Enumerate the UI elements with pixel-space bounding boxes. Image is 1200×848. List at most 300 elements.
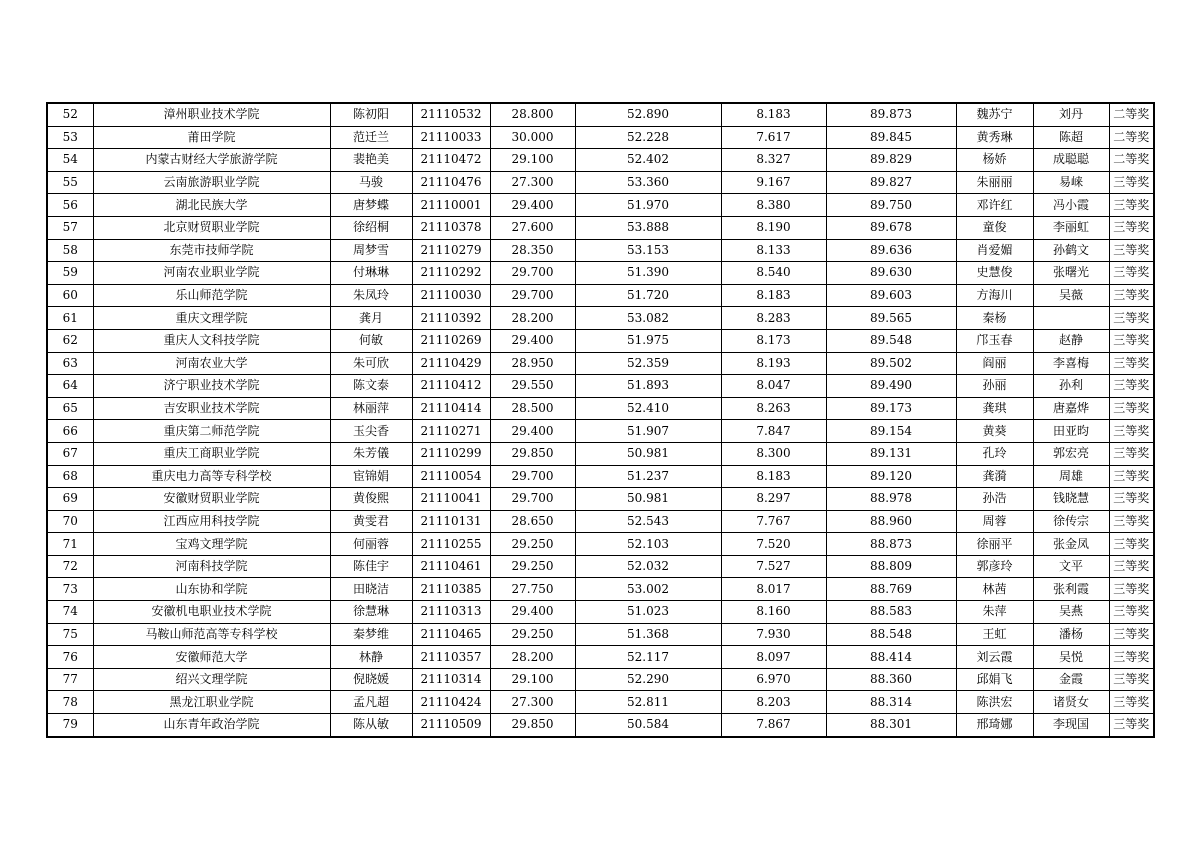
score-1-cell: 29.250 bbox=[490, 533, 575, 556]
award-cell: 三等奖 bbox=[1109, 262, 1154, 285]
rank-cell: 78 bbox=[47, 691, 93, 714]
score-1-cell: 29.400 bbox=[490, 194, 575, 217]
score-2-cell: 52.402 bbox=[575, 149, 721, 172]
award-cell: 三等奖 bbox=[1109, 691, 1154, 714]
advisor-2-cell: 张金凤 bbox=[1033, 533, 1109, 556]
school-cell: 安徽财贸职业学院 bbox=[93, 488, 330, 511]
school-cell: 重庆文理学院 bbox=[93, 307, 330, 330]
contestant-cell: 龚月 bbox=[330, 307, 412, 330]
score-3-cell: 6.970 bbox=[721, 668, 826, 691]
advisor-2-cell: 唐嘉烨 bbox=[1033, 397, 1109, 420]
school-cell: 安徽机电职业技术学院 bbox=[93, 601, 330, 624]
contestant-cell: 唐梦蝶 bbox=[330, 194, 412, 217]
score-3-cell: 7.847 bbox=[721, 420, 826, 443]
award-cell: 三等奖 bbox=[1109, 375, 1154, 398]
award-cell: 三等奖 bbox=[1109, 194, 1154, 217]
table-row bbox=[47, 216, 1154, 239]
advisor-1-cell: 秦杨 bbox=[956, 307, 1033, 330]
score-1-cell: 28.950 bbox=[490, 352, 575, 375]
score-2-cell: 52.117 bbox=[575, 646, 721, 669]
table-row bbox=[47, 533, 1154, 556]
rank-cell: 68 bbox=[47, 465, 93, 488]
school-cell: 山东青年政治学院 bbox=[93, 714, 330, 737]
total-score-cell: 89.829 bbox=[826, 149, 956, 172]
advisor-1-cell: 黄葵 bbox=[956, 420, 1033, 443]
advisor-1-cell: 陈洪宏 bbox=[956, 691, 1033, 714]
rank-cell: 79 bbox=[47, 714, 93, 737]
advisor-1-cell: 黄秀琳 bbox=[956, 126, 1033, 149]
school-cell: 安徽师范大学 bbox=[93, 646, 330, 669]
advisor-2-cell: 孙鹤文 bbox=[1033, 239, 1109, 262]
school-cell: 山东协和学院 bbox=[93, 578, 330, 601]
score-1-cell: 27.750 bbox=[490, 578, 575, 601]
rank-cell: 72 bbox=[47, 555, 93, 578]
id-cell: 21110269 bbox=[412, 329, 490, 352]
rank-cell: 65 bbox=[47, 397, 93, 420]
contestant-cell: 陈文泰 bbox=[330, 375, 412, 398]
rank-cell: 59 bbox=[47, 262, 93, 285]
id-cell: 21110509 bbox=[412, 714, 490, 737]
total-score-cell: 89.873 bbox=[826, 103, 956, 126]
contestant-cell: 周梦雪 bbox=[330, 239, 412, 262]
table-row bbox=[47, 442, 1154, 465]
score-2-cell: 51.390 bbox=[575, 262, 721, 285]
score-3-cell: 8.160 bbox=[721, 601, 826, 624]
total-score-cell: 88.873 bbox=[826, 533, 956, 556]
award-cell: 三等奖 bbox=[1109, 714, 1154, 737]
award-cell: 三等奖 bbox=[1109, 329, 1154, 352]
award-cell: 二等奖 bbox=[1109, 103, 1154, 126]
score-1-cell: 27.300 bbox=[490, 171, 575, 194]
table-row bbox=[47, 194, 1154, 217]
score-3-cell: 7.767 bbox=[721, 510, 826, 533]
score-2-cell: 52.032 bbox=[575, 555, 721, 578]
advisor-1-cell: 朱丽丽 bbox=[956, 171, 1033, 194]
table-row bbox=[47, 397, 1154, 420]
score-2-cell: 53.888 bbox=[575, 216, 721, 239]
award-cell: 三等奖 bbox=[1109, 171, 1154, 194]
advisor-1-cell: 阎丽 bbox=[956, 352, 1033, 375]
award-cell: 三等奖 bbox=[1109, 442, 1154, 465]
score-3-cell: 8.183 bbox=[721, 284, 826, 307]
score-2-cell: 52.290 bbox=[575, 668, 721, 691]
score-3-cell: 7.520 bbox=[721, 533, 826, 556]
school-cell: 吉安职业技术学院 bbox=[93, 397, 330, 420]
score-1-cell: 28.800 bbox=[490, 103, 575, 126]
score-1-cell: 28.650 bbox=[490, 510, 575, 533]
advisor-2-cell: 文平 bbox=[1033, 555, 1109, 578]
table-row bbox=[47, 691, 1154, 714]
rank-cell: 74 bbox=[47, 601, 93, 624]
score-2-cell: 51.893 bbox=[575, 375, 721, 398]
score-2-cell: 51.720 bbox=[575, 284, 721, 307]
score-2-cell: 53.153 bbox=[575, 239, 721, 262]
id-cell: 21110429 bbox=[412, 352, 490, 375]
table-row bbox=[47, 262, 1154, 285]
school-cell: 湖北民族大学 bbox=[93, 194, 330, 217]
id-cell: 21110378 bbox=[412, 216, 490, 239]
table-row bbox=[47, 126, 1154, 149]
advisor-1-cell: 林茜 bbox=[956, 578, 1033, 601]
total-score-cell: 89.678 bbox=[826, 216, 956, 239]
score-1-cell: 29.700 bbox=[490, 465, 575, 488]
total-score-cell: 88.548 bbox=[826, 623, 956, 646]
award-cell: 三等奖 bbox=[1109, 646, 1154, 669]
score-1-cell: 29.850 bbox=[490, 714, 575, 737]
results-body bbox=[47, 103, 1154, 737]
advisor-1-cell: 邝玉春 bbox=[956, 329, 1033, 352]
id-cell: 21110271 bbox=[412, 420, 490, 443]
school-cell: 河南农业大学 bbox=[93, 352, 330, 375]
school-cell: 江西应用科技学院 bbox=[93, 510, 330, 533]
table-row bbox=[47, 578, 1154, 601]
rank-cell: 71 bbox=[47, 533, 93, 556]
score-3-cell: 8.183 bbox=[721, 465, 826, 488]
id-cell: 21110313 bbox=[412, 601, 490, 624]
id-cell: 21110424 bbox=[412, 691, 490, 714]
school-cell: 济宁职业技术学院 bbox=[93, 375, 330, 398]
rank-cell: 77 bbox=[47, 668, 93, 691]
contestant-cell: 林静 bbox=[330, 646, 412, 669]
award-cell: 三等奖 bbox=[1109, 601, 1154, 624]
score-1-cell: 29.100 bbox=[490, 149, 575, 172]
award-cell: 三等奖 bbox=[1109, 578, 1154, 601]
score-2-cell: 52.359 bbox=[575, 352, 721, 375]
score-2-cell: 50.981 bbox=[575, 488, 721, 511]
id-cell: 21110412 bbox=[412, 375, 490, 398]
table-row bbox=[47, 623, 1154, 646]
score-2-cell: 52.543 bbox=[575, 510, 721, 533]
id-cell: 21110131 bbox=[412, 510, 490, 533]
advisor-2-cell: 金霞 bbox=[1033, 668, 1109, 691]
score-2-cell: 52.890 bbox=[575, 103, 721, 126]
contestant-cell: 朱凤玲 bbox=[330, 284, 412, 307]
award-cell: 三等奖 bbox=[1109, 668, 1154, 691]
score-3-cell: 8.133 bbox=[721, 239, 826, 262]
total-score-cell: 89.636 bbox=[826, 239, 956, 262]
advisor-2-cell: 徐传宗 bbox=[1033, 510, 1109, 533]
contestant-cell: 朱芳儀 bbox=[330, 442, 412, 465]
award-cell: 三等奖 bbox=[1109, 239, 1154, 262]
rank-cell: 67 bbox=[47, 442, 93, 465]
rank-cell: 62 bbox=[47, 329, 93, 352]
id-cell: 21110041 bbox=[412, 488, 490, 511]
score-1-cell: 27.300 bbox=[490, 691, 575, 714]
score-3-cell: 8.183 bbox=[721, 103, 826, 126]
table-row bbox=[47, 239, 1154, 262]
award-cell: 三等奖 bbox=[1109, 533, 1154, 556]
score-2-cell: 52.103 bbox=[575, 533, 721, 556]
advisor-2-cell: 李现国 bbox=[1033, 714, 1109, 737]
rank-cell: 54 bbox=[47, 149, 93, 172]
table-row bbox=[47, 488, 1154, 511]
score-2-cell: 53.082 bbox=[575, 307, 721, 330]
score-3-cell: 7.867 bbox=[721, 714, 826, 737]
school-cell: 内蒙古财经大学旅游学院 bbox=[93, 149, 330, 172]
advisor-1-cell: 方海川 bbox=[956, 284, 1033, 307]
score-3-cell: 8.297 bbox=[721, 488, 826, 511]
rank-cell: 57 bbox=[47, 216, 93, 239]
school-cell: 重庆第二师范学院 bbox=[93, 420, 330, 443]
table-row bbox=[47, 555, 1154, 578]
total-score-cell: 88.769 bbox=[826, 578, 956, 601]
table-row bbox=[47, 668, 1154, 691]
contestant-cell: 付琳琳 bbox=[330, 262, 412, 285]
school-cell: 漳州职业技术学院 bbox=[93, 103, 330, 126]
id-cell: 21110314 bbox=[412, 668, 490, 691]
total-score-cell: 89.131 bbox=[826, 442, 956, 465]
advisor-1-cell: 孙丽 bbox=[956, 375, 1033, 398]
table-row bbox=[47, 714, 1154, 737]
advisor-2-cell: 陈超 bbox=[1033, 126, 1109, 149]
advisor-2-cell: 孙利 bbox=[1033, 375, 1109, 398]
award-cell: 二等奖 bbox=[1109, 149, 1154, 172]
advisor-1-cell: 刘云霞 bbox=[956, 646, 1033, 669]
rank-cell: 76 bbox=[47, 646, 93, 669]
score-3-cell: 9.167 bbox=[721, 171, 826, 194]
table-row bbox=[47, 420, 1154, 443]
score-2-cell: 51.970 bbox=[575, 194, 721, 217]
id-cell: 21110385 bbox=[412, 578, 490, 601]
id-cell: 21110279 bbox=[412, 239, 490, 262]
school-cell: 乐山师范学院 bbox=[93, 284, 330, 307]
advisor-2-cell: 张曙光 bbox=[1033, 262, 1109, 285]
total-score-cell: 88.314 bbox=[826, 691, 956, 714]
score-3-cell: 8.327 bbox=[721, 149, 826, 172]
id-cell: 21110033 bbox=[412, 126, 490, 149]
school-cell: 宝鸡文理学院 bbox=[93, 533, 330, 556]
results-table bbox=[46, 102, 1155, 738]
rank-cell: 69 bbox=[47, 488, 93, 511]
id-cell: 21110292 bbox=[412, 262, 490, 285]
advisor-1-cell: 邓许红 bbox=[956, 194, 1033, 217]
award-cell: 三等奖 bbox=[1109, 284, 1154, 307]
contestant-cell: 裴艳美 bbox=[330, 149, 412, 172]
school-cell: 马鞍山师范高等专科学校 bbox=[93, 623, 330, 646]
advisor-2-cell bbox=[1033, 307, 1109, 330]
advisor-2-cell: 冯小霞 bbox=[1033, 194, 1109, 217]
score-1-cell: 29.850 bbox=[490, 442, 575, 465]
rank-cell: 73 bbox=[47, 578, 93, 601]
advisor-1-cell: 龚琪 bbox=[956, 397, 1033, 420]
total-score-cell: 89.845 bbox=[826, 126, 956, 149]
advisor-1-cell: 邱娟飞 bbox=[956, 668, 1033, 691]
advisor-2-cell: 吴悦 bbox=[1033, 646, 1109, 669]
score-1-cell: 29.250 bbox=[490, 555, 575, 578]
school-cell: 云南旅游职业学院 bbox=[93, 171, 330, 194]
score-3-cell: 7.617 bbox=[721, 126, 826, 149]
advisor-2-cell: 李喜梅 bbox=[1033, 352, 1109, 375]
rank-cell: 66 bbox=[47, 420, 93, 443]
total-score-cell: 89.603 bbox=[826, 284, 956, 307]
advisor-1-cell: 杨娇 bbox=[956, 149, 1033, 172]
total-score-cell: 89.630 bbox=[826, 262, 956, 285]
rank-cell: 63 bbox=[47, 352, 93, 375]
score-2-cell: 50.981 bbox=[575, 442, 721, 465]
id-cell: 21110465 bbox=[412, 623, 490, 646]
score-3-cell: 8.097 bbox=[721, 646, 826, 669]
advisor-1-cell: 史慧俊 bbox=[956, 262, 1033, 285]
id-cell: 21110001 bbox=[412, 194, 490, 217]
school-cell: 莆田学院 bbox=[93, 126, 330, 149]
school-cell: 重庆电力高等专科学校 bbox=[93, 465, 330, 488]
score-3-cell: 8.193 bbox=[721, 352, 826, 375]
advisor-1-cell: 周蓉 bbox=[956, 510, 1033, 533]
score-3-cell: 8.283 bbox=[721, 307, 826, 330]
score-2-cell: 51.975 bbox=[575, 329, 721, 352]
advisor-2-cell: 易崃 bbox=[1033, 171, 1109, 194]
contestant-cell: 黄俊熙 bbox=[330, 488, 412, 511]
advisor-2-cell: 周雄 bbox=[1033, 465, 1109, 488]
total-score-cell: 89.548 bbox=[826, 329, 956, 352]
rank-cell: 52 bbox=[47, 103, 93, 126]
total-score-cell: 89.120 bbox=[826, 465, 956, 488]
contestant-cell: 陈佳宇 bbox=[330, 555, 412, 578]
contestant-cell: 何敏 bbox=[330, 329, 412, 352]
score-2-cell: 50.584 bbox=[575, 714, 721, 737]
contestant-cell: 倪晓媛 bbox=[330, 668, 412, 691]
score-1-cell: 28.350 bbox=[490, 239, 575, 262]
award-cell: 三等奖 bbox=[1109, 397, 1154, 420]
contestant-cell: 范迁兰 bbox=[330, 126, 412, 149]
total-score-cell: 89.827 bbox=[826, 171, 956, 194]
score-3-cell: 8.047 bbox=[721, 375, 826, 398]
award-cell: 三等奖 bbox=[1109, 352, 1154, 375]
table-row bbox=[47, 601, 1154, 624]
id-cell: 21110472 bbox=[412, 149, 490, 172]
rank-cell: 75 bbox=[47, 623, 93, 646]
advisor-2-cell: 潘杨 bbox=[1033, 623, 1109, 646]
total-score-cell: 88.301 bbox=[826, 714, 956, 737]
score-3-cell: 8.300 bbox=[721, 442, 826, 465]
score-2-cell: 52.410 bbox=[575, 397, 721, 420]
score-2-cell: 52.811 bbox=[575, 691, 721, 714]
score-1-cell: 30.000 bbox=[490, 126, 575, 149]
score-1-cell: 28.200 bbox=[490, 646, 575, 669]
rank-cell: 70 bbox=[47, 510, 93, 533]
score-2-cell: 53.002 bbox=[575, 578, 721, 601]
award-cell: 三等奖 bbox=[1109, 420, 1154, 443]
rank-cell: 53 bbox=[47, 126, 93, 149]
total-score-cell: 88.583 bbox=[826, 601, 956, 624]
advisor-1-cell: 朱萍 bbox=[956, 601, 1033, 624]
score-2-cell: 52.228 bbox=[575, 126, 721, 149]
id-cell: 21110476 bbox=[412, 171, 490, 194]
award-cell: 三等奖 bbox=[1109, 465, 1154, 488]
id-cell: 21110255 bbox=[412, 533, 490, 556]
score-3-cell: 8.263 bbox=[721, 397, 826, 420]
advisor-1-cell: 王虹 bbox=[956, 623, 1033, 646]
award-cell: 三等奖 bbox=[1109, 307, 1154, 330]
id-cell: 21110461 bbox=[412, 555, 490, 578]
score-1-cell: 27.600 bbox=[490, 216, 575, 239]
contestant-cell: 马骏 bbox=[330, 171, 412, 194]
award-cell: 三等奖 bbox=[1109, 488, 1154, 511]
advisor-2-cell: 钱晓慧 bbox=[1033, 488, 1109, 511]
contestant-cell: 秦梦维 bbox=[330, 623, 412, 646]
score-3-cell: 8.190 bbox=[721, 216, 826, 239]
score-3-cell: 7.527 bbox=[721, 555, 826, 578]
score-1-cell: 29.400 bbox=[490, 329, 575, 352]
id-cell: 21110357 bbox=[412, 646, 490, 669]
rank-cell: 55 bbox=[47, 171, 93, 194]
score-2-cell: 51.907 bbox=[575, 420, 721, 443]
advisor-2-cell: 李丽虹 bbox=[1033, 216, 1109, 239]
contestant-cell: 黄雯君 bbox=[330, 510, 412, 533]
advisor-1-cell: 郭彦玲 bbox=[956, 555, 1033, 578]
id-cell: 21110030 bbox=[412, 284, 490, 307]
score-3-cell: 8.173 bbox=[721, 329, 826, 352]
score-2-cell: 51.237 bbox=[575, 465, 721, 488]
id-cell: 21110414 bbox=[412, 397, 490, 420]
total-score-cell: 88.414 bbox=[826, 646, 956, 669]
award-cell: 三等奖 bbox=[1109, 555, 1154, 578]
contestant-cell: 陈从敏 bbox=[330, 714, 412, 737]
total-score-cell: 88.360 bbox=[826, 668, 956, 691]
advisor-2-cell: 张利霞 bbox=[1033, 578, 1109, 601]
total-score-cell: 88.809 bbox=[826, 555, 956, 578]
advisor-1-cell: 童俊 bbox=[956, 216, 1033, 239]
total-score-cell: 89.490 bbox=[826, 375, 956, 398]
score-3-cell: 7.930 bbox=[721, 623, 826, 646]
table-row bbox=[47, 284, 1154, 307]
award-cell: 三等奖 bbox=[1109, 510, 1154, 533]
school-cell: 东莞市技师学院 bbox=[93, 239, 330, 262]
advisor-2-cell: 成聪聪 bbox=[1033, 149, 1109, 172]
advisor-1-cell: 孙浩 bbox=[956, 488, 1033, 511]
rank-cell: 60 bbox=[47, 284, 93, 307]
score-3-cell: 8.017 bbox=[721, 578, 826, 601]
award-cell: 二等奖 bbox=[1109, 126, 1154, 149]
id-cell: 21110532 bbox=[412, 103, 490, 126]
contestant-cell: 朱可欣 bbox=[330, 352, 412, 375]
school-cell: 河南科技学院 bbox=[93, 555, 330, 578]
advisor-2-cell: 诸贤女 bbox=[1033, 691, 1109, 714]
score-1-cell: 29.700 bbox=[490, 488, 575, 511]
advisor-2-cell: 郭宏亮 bbox=[1033, 442, 1109, 465]
contestant-cell: 徐绍桐 bbox=[330, 216, 412, 239]
school-cell: 绍兴文理学院 bbox=[93, 668, 330, 691]
total-score-cell: 88.978 bbox=[826, 488, 956, 511]
score-1-cell: 29.250 bbox=[490, 623, 575, 646]
advisor-2-cell: 刘丹 bbox=[1033, 103, 1109, 126]
total-score-cell: 89.173 bbox=[826, 397, 956, 420]
rank-cell: 56 bbox=[47, 194, 93, 217]
score-1-cell: 29.400 bbox=[490, 420, 575, 443]
school-cell: 河南农业职业学院 bbox=[93, 262, 330, 285]
award-cell: 三等奖 bbox=[1109, 216, 1154, 239]
contestant-cell: 何丽蓉 bbox=[330, 533, 412, 556]
score-1-cell: 28.200 bbox=[490, 307, 575, 330]
contestant-cell: 孟凡超 bbox=[330, 691, 412, 714]
score-1-cell: 28.500 bbox=[490, 397, 575, 420]
advisor-1-cell: 孔玲 bbox=[956, 442, 1033, 465]
score-3-cell: 8.203 bbox=[721, 691, 826, 714]
advisor-1-cell: 龚漪 bbox=[956, 465, 1033, 488]
advisor-2-cell: 吴薇 bbox=[1033, 284, 1109, 307]
table-row bbox=[47, 329, 1154, 352]
table-row bbox=[47, 171, 1154, 194]
rank-cell: 64 bbox=[47, 375, 93, 398]
table-row bbox=[47, 510, 1154, 533]
advisor-1-cell: 肖爱媚 bbox=[956, 239, 1033, 262]
advisor-2-cell: 田亚昀 bbox=[1033, 420, 1109, 443]
total-score-cell: 89.154 bbox=[826, 420, 956, 443]
advisor-1-cell: 徐丽平 bbox=[956, 533, 1033, 556]
contestant-cell: 陈初阳 bbox=[330, 103, 412, 126]
total-score-cell: 88.960 bbox=[826, 510, 956, 533]
id-cell: 21110299 bbox=[412, 442, 490, 465]
